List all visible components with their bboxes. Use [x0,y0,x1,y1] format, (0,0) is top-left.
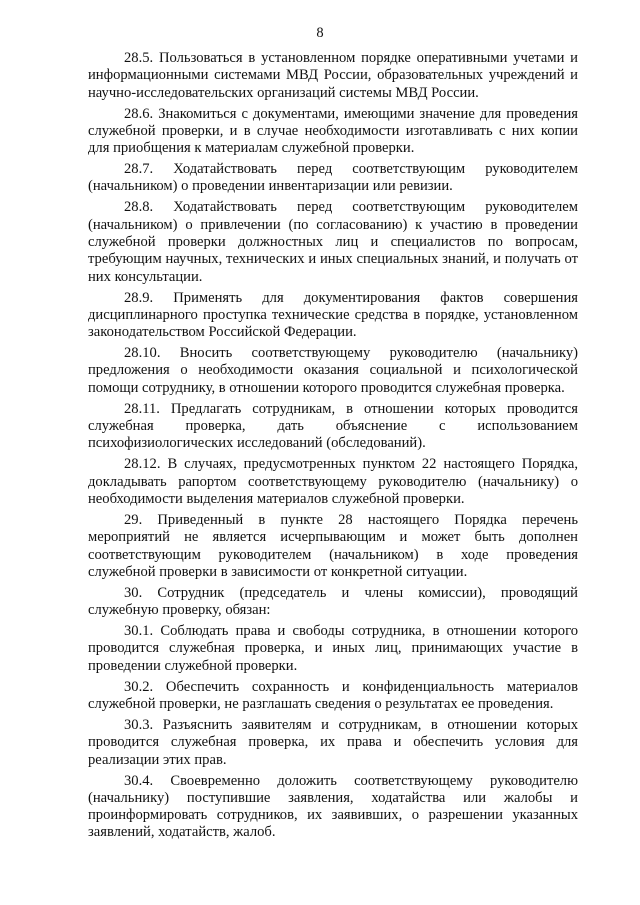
paragraph-30-4: 30.4. Своевременно доложить соответствующему руководителю (начальнику) поступившие заявления, ходатайства или жалобы и проинформировать сотрудников, их заявивших, о разрешении указанных заявлений, ходатайств, жалоб. [88,772,578,841]
paragraph-28-11: 28.11. Предлагать сотрудникам, в отношении которых проводится служебная проверка, дать объяснение с использованием психофизиологических исследований (обследований). [88,400,578,452]
paragraph-30-1: 30.1. Соблюдать права и свободы сотрудника, в отношении которого проводится служебная проверка, и иных лиц, принимающих участие в проведении служебной проверки. [88,623,578,674]
paragraph-28-9: 28.9. Применять для документирования фактов совершения дисциплинарного проступка технические средства в порядке, установленном законодательством Российской Федерации. [88,289,578,341]
paragraph-28-12: 28.12. В случаях, предусмотренных пунктом 22 настоящего Порядка, докладывать рапортом соответствующему руководителю (начальнику) о необходимости выделения материалов служебной проверки. [88,456,578,507]
paragraph-28-7: 28.7. Ходатайствовать перед соответствующим руководителем (начальником) о проведении инвентаризации или ревизии. [88,161,578,195]
page-number: 8 [316,25,324,41]
paragraph-30-2: 30.2. Обеспечить сохранность и конфиденциальность материалов служебной проверки, не разглашать сведения о результатах ее проведения. [88,678,578,712]
paragraph-29: 29. Приведенный в пункте 28 настоящего Порядка перечень мероприятий не является исчерпывающим и может быть дополнен соответствующим руководителем (начальником) в ходе проведения служебной проверки в зависимости от конкретной ситуации. [88,511,578,580]
paragraph-30: 30. Сотрудник (председатель и члены комиссии), проводящий служебную проверку, обязан: [88,584,578,619]
paragraph-28-8: 28.8. Ходатайствовать перед соответствующим руководителем (начальником) о привлечении (по согласованию) к участию в проведении служебной проверки должностных лиц и специалистов по вопросам, требующим научных, технических и иных специальных знаний, и получать от них консультации. [88,199,578,285]
paragraph-28-10: 28.10. Вносить соответствующему руководителю (начальнику) предложения о необходимости оказания социальной и психологической помощи сотруднику, в отношении которого проводится служебная проверка. [88,345,578,396]
document-body [88,50,578,845]
paragraph-28-6: 28.6. Знакомиться с документами, имеющими значение для проведения служебной проверки, и в случае необходимости изготавливать с них копии для приобщения к материалам служебной проверки. [88,105,578,157]
paragraph-28-5: 28.5. Пользоваться в установленном порядке оперативными учетами и информационными системами МВД России, образовательных учреждений и научно-исследовательских организаций системы МВД России. [88,50,578,101]
paragraph-30-3: 30.3. Разъяснить заявителям и сотрудникам, в отношении которых проводится служебная проверка, их права и обеспечить условия для реализации этих прав. [88,716,578,768]
